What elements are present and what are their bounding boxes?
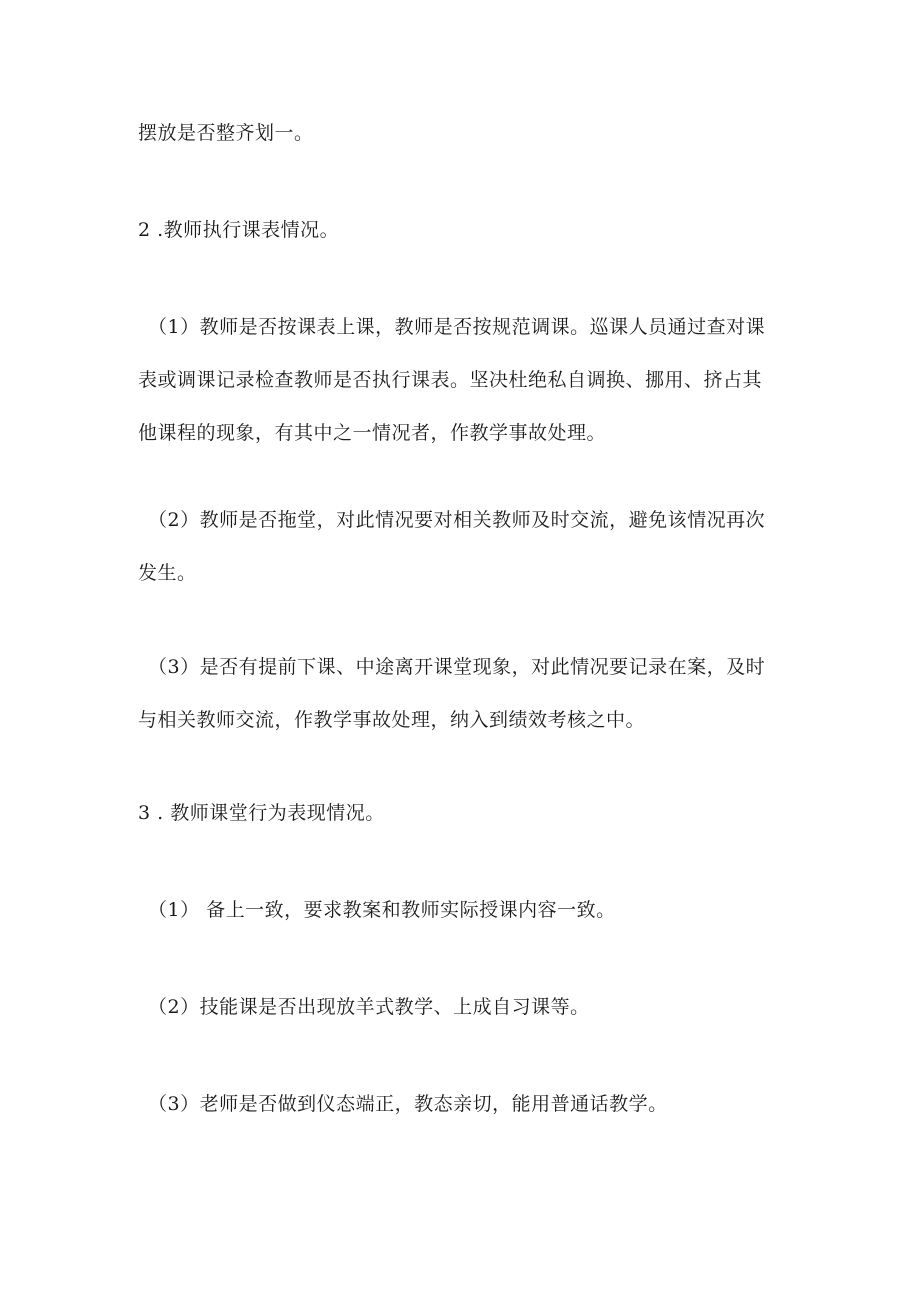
paragraph-2-1-line-3: 他课程的现象，有其中之一情况者，作教学事故处理。 — [138, 422, 607, 444]
section-heading-2: 2 .教师执行课表情况。 — [138, 219, 340, 241]
section-heading-3: 3 . 教师课堂行为表现情况。 — [138, 802, 385, 824]
paragraph-3-1: （1） 备上一致，要求教案和教师实际授课内容一致。 — [148, 899, 616, 921]
paragraph-3-2: （2）技能课是否出现放羊式教学、上成自习课等。 — [148, 996, 590, 1018]
paragraph-2-1-line-2: 表或调课记录检查教师是否执行课表。坚决杜绝私自调换、挪用、挤占其 — [138, 369, 763, 391]
paragraph-2-3 — [138, 654, 808, 733]
paragraph-2-2-line-2: 发生。 — [138, 562, 197, 584]
paragraph-2-3-line-1: （3）是否有提前下课、中途离开课堂现象，对此情况要记录在案，及时 — [148, 656, 766, 678]
paragraph-2-3-line-2: 与相关教师交流，作教学事故处理，纳入到绩效考核之中。 — [138, 709, 646, 731]
paragraph-2-2-line-1: （2）教师是否拖堂，对此情况要对相关教师及时交流，避免该情况再次 — [148, 509, 766, 531]
paragraph-2-1 — [138, 314, 808, 446]
paragraph-2-2 — [138, 507, 808, 586]
paragraph-3-3: （3）老师是否做到仪态端正，教态亲切，能用普通话教学。 — [148, 1093, 668, 1115]
paragraph-2-1-line-1: （1）教师是否按课表上课，教师是否按规范调课。巡课人员通过查对课 — [148, 316, 766, 338]
paragraph-continuation: 摆放是否整齐划一。 — [138, 122, 314, 144]
